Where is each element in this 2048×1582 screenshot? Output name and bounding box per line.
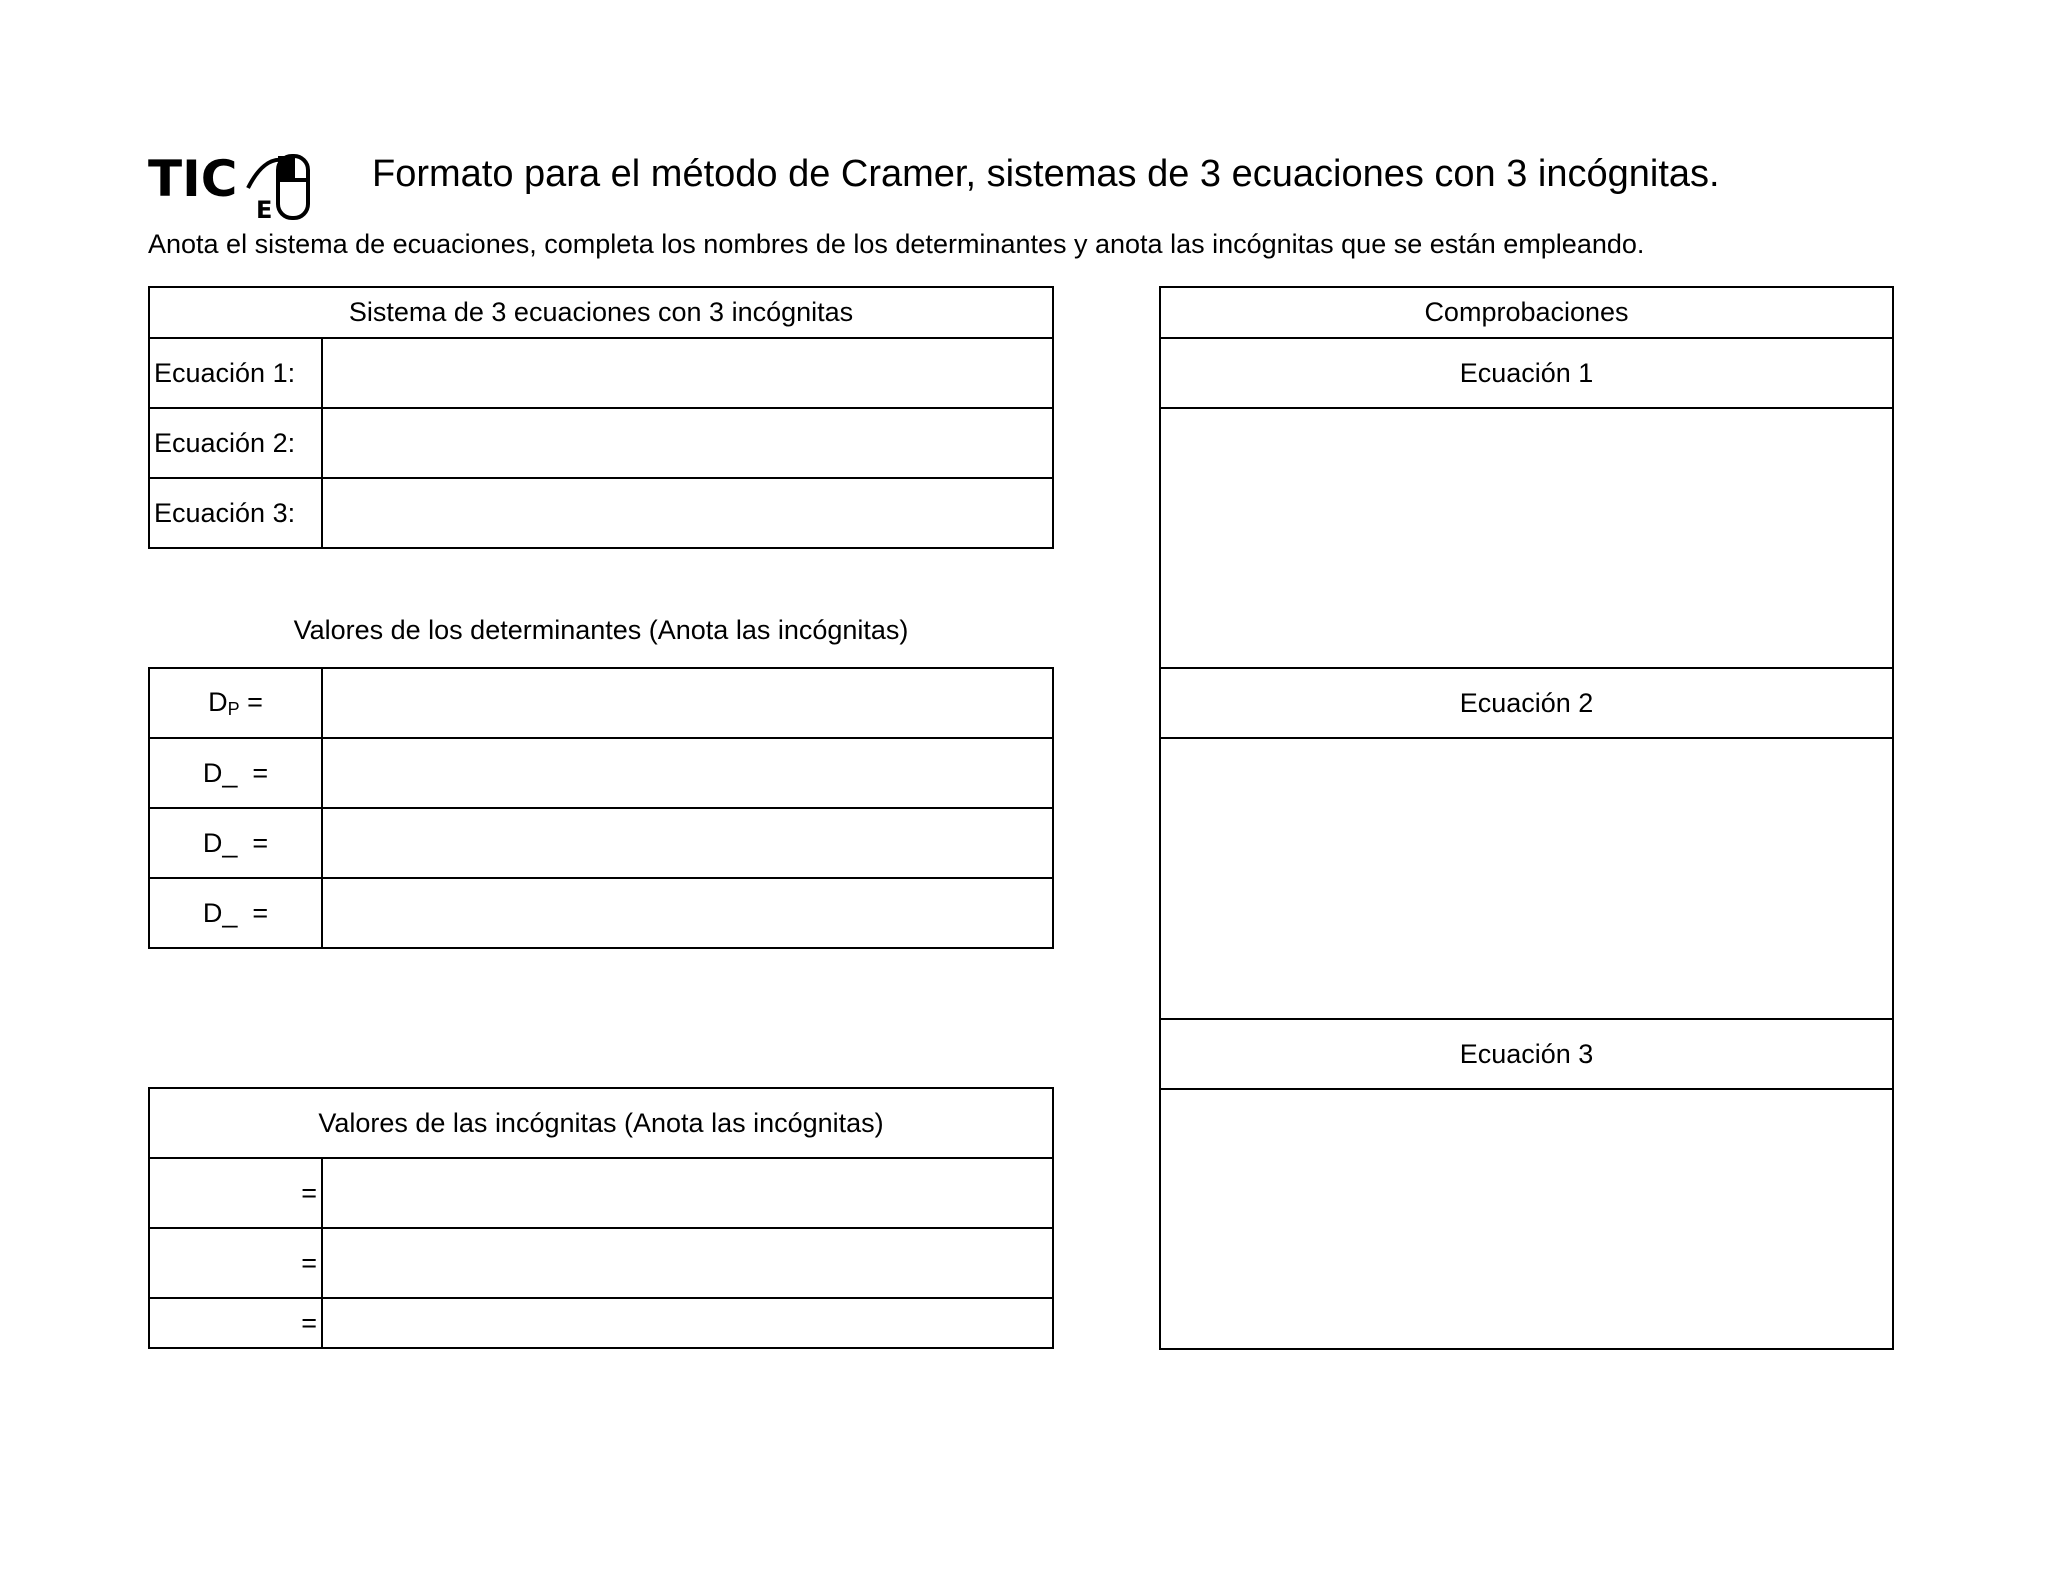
checks-table bbox=[1159, 286, 1894, 1350]
unknown-label[interactable]: = bbox=[149, 1228, 322, 1298]
equation-2-input[interactable] bbox=[322, 408, 1053, 478]
check-1-area[interactable] bbox=[1160, 408, 1893, 668]
determinants-table bbox=[148, 667, 1054, 949]
unknowns-table bbox=[148, 1087, 1054, 1349]
determinant-label bbox=[149, 668, 322, 738]
determinant-label: D_ = bbox=[149, 738, 322, 808]
check-3-area[interactable] bbox=[1160, 1089, 1893, 1349]
determinant-subscript: P bbox=[227, 698, 240, 719]
svg-text:TIC: TIC bbox=[148, 150, 238, 208]
instructions-text: Anota el sistema de ecuaciones, completa los nombres de los determinantes y anota las incógnitas que se están empleando. bbox=[148, 229, 1645, 259]
determinant-base: D bbox=[208, 686, 228, 717]
determinant-3-input[interactable] bbox=[322, 808, 1053, 878]
unknown-2-input[interactable] bbox=[322, 1228, 1053, 1298]
svg-text:E: E bbox=[256, 196, 273, 223]
determinants-title: Valores de los determinantes (Anota las incógnitas) bbox=[293, 615, 909, 645]
equation-3-input[interactable] bbox=[322, 478, 1053, 548]
determinant-4-input[interactable] bbox=[322, 878, 1053, 948]
unknown-label[interactable]: = bbox=[149, 1158, 322, 1228]
equation-label: Ecuación 1: bbox=[149, 338, 322, 408]
unknown-1-input[interactable] bbox=[322, 1158, 1053, 1228]
system-table bbox=[148, 286, 1054, 549]
equation-label: Ecuación 2: bbox=[149, 408, 322, 478]
determinant-label: D_ = bbox=[149, 878, 322, 948]
check-2-area[interactable] bbox=[1160, 738, 1893, 1019]
equation-label: Ecuación 3: bbox=[149, 478, 322, 548]
system-table-title: Sistema de 3 ecuaciones con 3 incógnitas bbox=[149, 287, 1053, 338]
determinant-suffix: = bbox=[239, 686, 263, 717]
checks-table-title: Comprobaciones bbox=[1160, 287, 1893, 338]
determinant-2-input[interactable] bbox=[322, 738, 1053, 808]
unknowns-table-title: Valores de las incógnitas (Anota las incógnitas) bbox=[149, 1088, 1053, 1158]
check-section-label: Ecuación 1 bbox=[1160, 338, 1893, 408]
unknown-label[interactable]: = bbox=[149, 1298, 322, 1348]
equation-1-input[interactable] bbox=[322, 338, 1053, 408]
page-title: Formato para el método de Cramer, sistemas de 3 ecuaciones con 3 incógnitas. bbox=[372, 153, 1720, 195]
determinant-label: D_ = bbox=[149, 808, 322, 878]
unknown-3-input[interactable] bbox=[322, 1298, 1053, 1348]
check-section-label: Ecuación 2 bbox=[1160, 668, 1893, 738]
tice-logo bbox=[148, 148, 323, 223]
determinant-p-input[interactable] bbox=[322, 668, 1053, 738]
check-section-label: Ecuación 3 bbox=[1160, 1019, 1893, 1089]
